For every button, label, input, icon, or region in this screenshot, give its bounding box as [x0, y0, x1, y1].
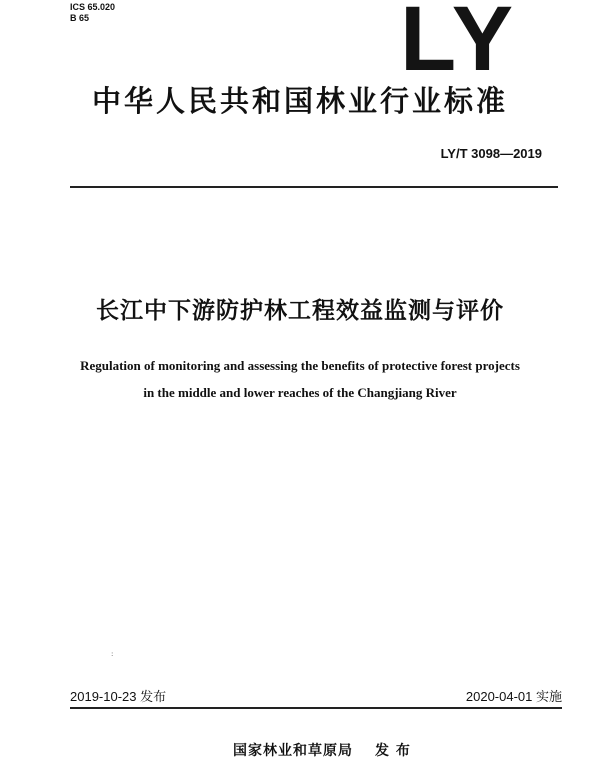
- publisher-name: 国家林业和草原局: [233, 743, 353, 759]
- header-divider: [70, 186, 558, 188]
- publisher-line: [233, 743, 411, 760]
- standard-number: LY/T 3098—2019: [440, 146, 542, 161]
- publish-word: 发 布: [375, 743, 411, 759]
- document-title-en-line2: in the middle and lower reaches of the Changjiang River: [143, 385, 457, 400]
- document-title-cn: 长江中下游防护林工程效益监测与评价: [96, 298, 504, 324]
- ics-code: ICS 65.020: [70, 2, 116, 12]
- standard-category-title: 中华人民共和国林业行业标准: [91, 84, 508, 118]
- implementation-date: 2020-04-01 实施: [465, 689, 562, 704]
- issue-date: 2019-10-23 发布: [70, 689, 167, 704]
- document-title-en-line1: Regulation of monitoring and assessing the benefits of protective forest projects: [80, 358, 520, 373]
- standard-logo: LY: [400, 0, 518, 90]
- scan-speck: :: [111, 650, 114, 658]
- footer-divider: [70, 707, 562, 709]
- ccs-code: B 65: [70, 13, 90, 23]
